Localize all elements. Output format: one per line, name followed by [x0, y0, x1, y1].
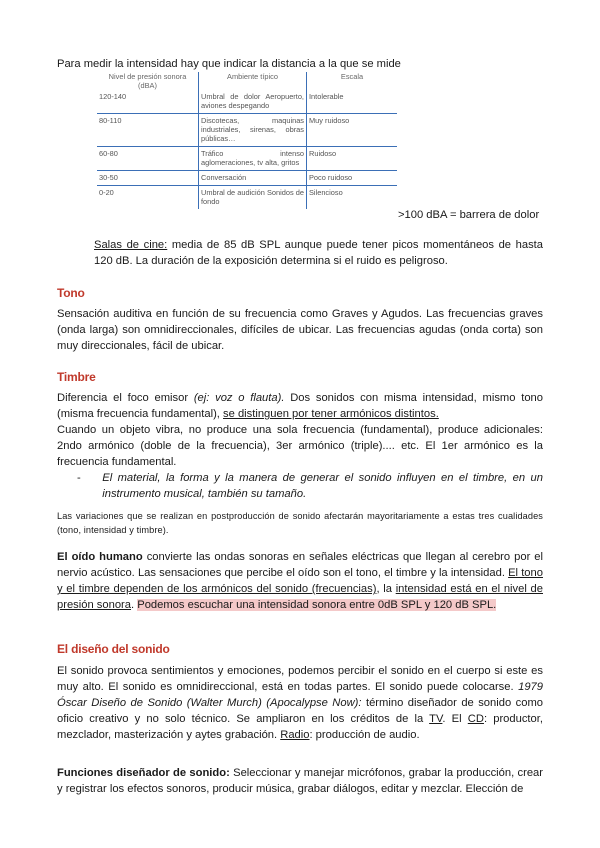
table-row: [97, 147, 397, 171]
timbre-section: [57, 390, 543, 502]
diseno-text: : productor, mezclador, masterización y aytes grabación.: [57, 713, 543, 741]
timbre-text: Dos sonidos con misma intensidad, mismo tono (misma frecuencia fundamental),: [57, 392, 543, 420]
table-cell: Tráfico intenso aglomeraciones, tv alta, gritos: [199, 147, 307, 171]
timbre-paragraph-1: [57, 390, 543, 422]
table-header-ambient: Ambiente típico: [199, 72, 307, 90]
cine-paragraph: [94, 237, 543, 269]
timbre-heading: Timbre: [57, 370, 96, 384]
diseno-text: : producción de audio.: [309, 729, 420, 741]
table-cell: 80-110: [97, 114, 199, 147]
diseno-heading: El diseño del sonido: [57, 642, 170, 656]
funciones-text: Seleccionar y manejar micrófonos, grabar la producción, crear y registrar los efectos sonoros, producir música, grabar diálogos, editar y mezclar. Elección de: [57, 767, 544, 795]
diseno-text: El sonido provoca sentimientos y emociones, podemos percibir el sonido en el cuerpo si este es muy alto. El sonido es omnidireccional, está en todas partes. El sonido puede colocarse.: [57, 665, 543, 693]
oido-bold: El oído humano: [57, 551, 143, 563]
table-row: [97, 90, 397, 114]
cine-label: Salas de cine:: [94, 239, 168, 251]
tono-heading: Tono: [57, 286, 85, 300]
oido-highlighted: Podemos escuchar una intensidad sonora entre 0dB SPL y 120 dB SPL.: [137, 599, 497, 611]
table-cell: Conversación: [199, 171, 307, 186]
oido-text: .: [131, 599, 138, 611]
timbre-paragraph-2: Cuando un objeto vibra, no produce una sola frecuencia (fundamental), produce adicionales: 2ndo armónico (doble de la frecuencia), 3er armónico (triple).... etc. El 1er armónico es la frecuencia fundamental.: [57, 424, 543, 468]
tono-text: Sensación auditiva en función de su frecuencia como Graves y Agudos. Las frecuencias graves (onda larga) son omnidireccionales, difíciles de ubicar. Las frecuencias agudas (onda corta) son muy direccionales, fácil de ubicar.: [57, 308, 543, 352]
table-cell: Umbral de audición Sonidos de fondo: [199, 186, 307, 210]
oido-underlined-2: intensidad está en el nivel de presión sonora: [57, 583, 543, 611]
table-header-scale: Escala: [307, 72, 398, 90]
oido-underlined-1: El tono y el timbre dependen de los armónicos del sonido (frecuencias): [57, 567, 543, 595]
spl-table: [97, 72, 397, 209]
oido-text: , la: [376, 583, 396, 595]
table-cell: Discotecas, maquinas industriales, sirenas, obras públicas…: [199, 114, 307, 147]
funciones-bold: Funciones diseñador de sonido:: [57, 767, 230, 779]
diseno-italic: 1979 Óscar Diseño de Sonido (Walter Murch) (Apocalypse Now):: [57, 681, 543, 709]
oido-paragraph: [57, 549, 543, 613]
diseno-cd: CD: [467, 713, 484, 725]
diseno-text: término diseñador de sonido como oficio creativo y no solo técnico. Se ampliaron en los créditos de la: [57, 697, 543, 725]
table-header-level: Nivel de presión sonora (dBA): [108, 72, 187, 90]
postproduction-note: Las variaciones que se realizan en postproducción de sonido afectarán mayoritariamente a estas tres cualidades (tono, intensidad y timbre).: [57, 511, 543, 535]
diseno-radio: Radio: [280, 729, 310, 741]
table-cell: Intolerable: [307, 90, 398, 114]
table-cell: Umbral de dolor Aeropuerto, aviones despegando: [199, 90, 307, 114]
table-row: [97, 171, 397, 186]
diseno-paragraph: [57, 663, 543, 743]
table-cell: Silencioso: [307, 186, 398, 210]
oido-text: convierte las ondas sonoras en señales eléctricas que llegan al cerebro por el nervio acústico. Las sensaciones que percibe el oído son el tono, el timbre y la intensidad.: [57, 551, 544, 579]
table-cell: Poco ruidoso: [307, 171, 398, 186]
diseno-text: . El: [442, 713, 468, 725]
timbre-underlined: se distinguen por tener armónicos distintos.: [223, 408, 439, 420]
funciones-paragraph: [57, 765, 543, 797]
pain-threshold-note: >100 dBA = barrera de dolor: [398, 209, 540, 221]
timbre-bullet: [57, 470, 543, 502]
table-cell: 0-20: [99, 188, 114, 197]
table-cell: Ruidoso: [307, 147, 398, 171]
cine-text: media de 85 dB SPL aunque puede tener picos momentáneos de hasta 120 dB. La duración de la exposición determina si el ruido es peligroso.: [94, 239, 543, 267]
table-cell: Muy ruidoso: [307, 114, 398, 147]
table-cell: 30-50: [97, 171, 199, 186]
timbre-bullet-text: El material, la forma y la manera de generar el sonido influyen en el timbre, en un instrumento musical, también su tamaño.: [102, 472, 543, 500]
timbre-example: (ej: voz o flauta).: [193, 392, 285, 404]
table-cell: 60-80: [97, 147, 199, 171]
bullet-dash: -: [77, 472, 81, 484]
table-row: [97, 114, 397, 147]
intro-text: Para medir la intensidad hay que indicar la distancia a la que se mide: [57, 58, 401, 70]
table-row: [97, 186, 397, 210]
timbre-text: Diferencia el foco emisor: [57, 392, 194, 404]
diseno-tv: TV: [429, 713, 443, 725]
table-cell: 120-140: [97, 90, 199, 114]
